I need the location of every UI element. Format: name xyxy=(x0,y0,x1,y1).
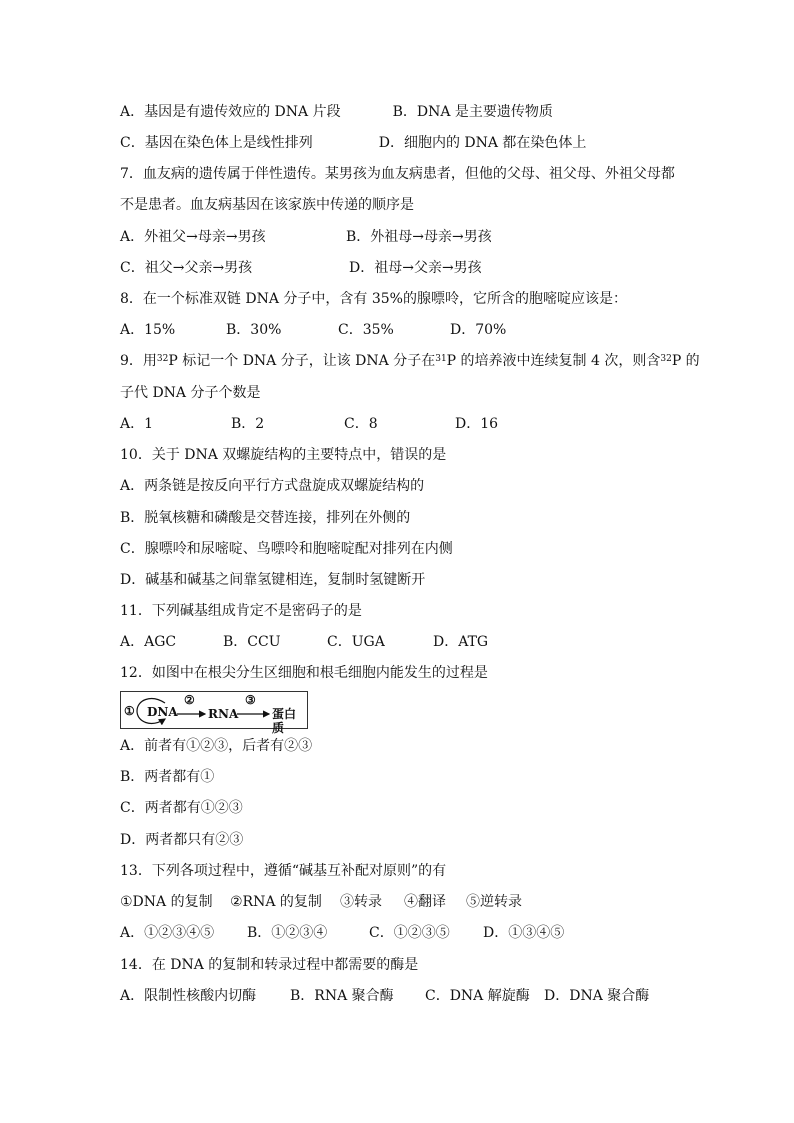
q6-option-a[interactable]: A．基因是有遗传效应的 DNA 片段 xyxy=(120,104,341,120)
q7-option-c[interactable]: C．祖父→父亲→男孩 xyxy=(120,260,253,276)
q13-item-1: ①DNA 的复制 xyxy=(120,894,213,910)
q10-option-d[interactable]: D．碱基和碱基之间靠氢键相连，复制时氢键断开 xyxy=(120,572,426,588)
diagram-label-1: ① xyxy=(124,704,135,718)
q11-option-c[interactable]: C．UGA xyxy=(327,634,385,650)
q9-sup-32-b: 32 xyxy=(660,354,672,364)
q8-stem: 8．在一个标准双链 DNA 分子中，含有 35%的腺嘌呤，它所含的胞嘧啶应该是： xyxy=(120,291,627,307)
q9-stem-line-2: 子代 DNA 分子个数是 xyxy=(120,385,261,401)
q7-row-2 xyxy=(120,258,482,278)
q9-option-a[interactable]: A．1 xyxy=(120,416,154,432)
diagram-label-rna: RNA xyxy=(208,707,239,721)
q11-option-b[interactable]: B．CCU xyxy=(223,634,281,650)
q13-items xyxy=(120,892,522,912)
q12-option-b[interactable]: B．两者都有① xyxy=(120,769,215,785)
q9-stem-part-4: P 的 xyxy=(671,353,700,369)
q8-options xyxy=(120,320,506,340)
diagram-label-dna: DNA xyxy=(147,705,178,719)
q9-stem-part-3: P 的培养液中连续复制 4 次，则含 xyxy=(446,353,661,369)
q9-option-d[interactable]: D．16 xyxy=(455,416,499,432)
q13-option-b[interactable]: B．①②③④ xyxy=(247,925,328,941)
q9-option-c[interactable]: C．8 xyxy=(344,416,378,432)
q13-item-4: ④翻译 xyxy=(404,894,446,910)
q7-option-a[interactable]: A．外祖父→母亲→男孩 xyxy=(120,229,266,245)
q12-option-c[interactable]: C．两者都有①②③ xyxy=(120,800,243,816)
q6-option-b[interactable]: B．DNA 是主要遗传物质 xyxy=(392,104,553,120)
q11-stem: 11．下列碱基组成肯定不是密码子的是 xyxy=(120,603,362,619)
q7-stem-line-1: 7．血友病的遗传属于伴性遗传。某男孩为血友病患者，但他的父母、祖父母、外祖父母都 xyxy=(120,166,675,182)
q10-option-a[interactable]: A．两条链是按反向平行方式盘旋成双螺旋结构的 xyxy=(120,478,425,494)
q7-option-d[interactable]: D．祖母→父亲→男孩 xyxy=(349,260,482,276)
q11-option-a[interactable]: A．AGC xyxy=(120,634,177,650)
q8-option-a[interactable]: A．15% xyxy=(120,322,176,338)
q8-option-b[interactable]: B．30% xyxy=(226,322,282,338)
q12-option-d[interactable]: D．两者都只有②③ xyxy=(120,832,244,848)
q8-option-c[interactable]: C．35% xyxy=(338,322,394,338)
q11-options xyxy=(120,632,488,652)
q9-options xyxy=(120,414,498,434)
diagram-label-2: ② xyxy=(184,693,195,707)
q13-item-2: ②RNA 的复制 xyxy=(230,894,322,910)
central-dogma-diagram xyxy=(120,691,308,735)
q6-row-1 xyxy=(120,102,553,122)
q9-option-b[interactable]: B．2 xyxy=(231,416,265,432)
diagram-label-3: ③ xyxy=(245,693,256,707)
q14-option-c[interactable]: C．DNA 解旋酶 xyxy=(425,988,530,1004)
q9-sup-31: 31 xyxy=(435,354,447,364)
q14-stem: 14．在 DNA 的复制和转录过程中都需要的酶是 xyxy=(120,957,419,973)
q13-option-c[interactable]: C．①②③⑤ xyxy=(369,925,450,941)
q9-stem-line-1 xyxy=(120,351,700,371)
q13-option-a[interactable]: A．①②③④⑤ xyxy=(120,925,215,941)
diagram-label-protein: 蛋白质 xyxy=(272,707,297,735)
q6-option-c[interactable]: C．基因在染色体上是线性排列 xyxy=(120,135,313,151)
q11-option-d[interactable]: D．ATG xyxy=(433,634,489,650)
q9-stem-part-1: 9．用 xyxy=(120,353,157,369)
q9-stem-part-2: P 标记一个 DNA 分子，让该 DNA 分子在 xyxy=(168,353,436,369)
q14-option-b[interactable]: B．RNA 聚合酶 xyxy=(290,988,394,1004)
q8-option-d[interactable]: D．70% xyxy=(450,322,507,338)
q14-option-a[interactable]: A．限制性核酸内切酶 xyxy=(120,988,257,1004)
q12-stem: 12．如图中在根尖分生区细胞和根毛细胞内能发生的过程是 xyxy=(120,665,488,681)
q10-option-b[interactable]: B．脱氧核糖和磷酸是交替连接，排列在外侧的 xyxy=(120,510,411,526)
q12-option-a[interactable]: A．前者有①②③，后者有②③ xyxy=(120,738,313,754)
q14-option-d[interactable]: D．DNA 聚合酶 xyxy=(544,988,650,1004)
q13-option-d[interactable]: D．①③④⑤ xyxy=(483,925,565,941)
q13-stem: 13．下列各项过程中，遵循“碱基互补配对原则”的有 xyxy=(120,863,447,879)
q7-option-b[interactable]: B．外祖母→母亲→男孩 xyxy=(346,229,492,245)
q13-item-3: ③转录 xyxy=(340,894,382,910)
q13-options xyxy=(120,923,564,943)
q6-option-d[interactable]: D．细胞内的 DNA 都在染色体上 xyxy=(378,135,587,151)
q13-item-5: ⑤逆转录 xyxy=(466,894,522,910)
q9-sup-32-a: 32 xyxy=(156,354,169,364)
q7-stem-line-2: 不是患者。血友病基因在该家族中传递的顺序是 xyxy=(120,197,414,213)
q10-stem: 10．关于 DNA 双螺旋结构的主要特点中，错误的是 xyxy=(120,447,447,463)
q10-option-c[interactable]: C．腺嘌呤和尿嘧啶、鸟嘌呤和胞嘧啶配对排列在内侧 xyxy=(120,541,453,557)
q6-row-2 xyxy=(120,133,586,153)
q7-row-1 xyxy=(120,227,492,247)
q14-options xyxy=(120,986,649,1006)
